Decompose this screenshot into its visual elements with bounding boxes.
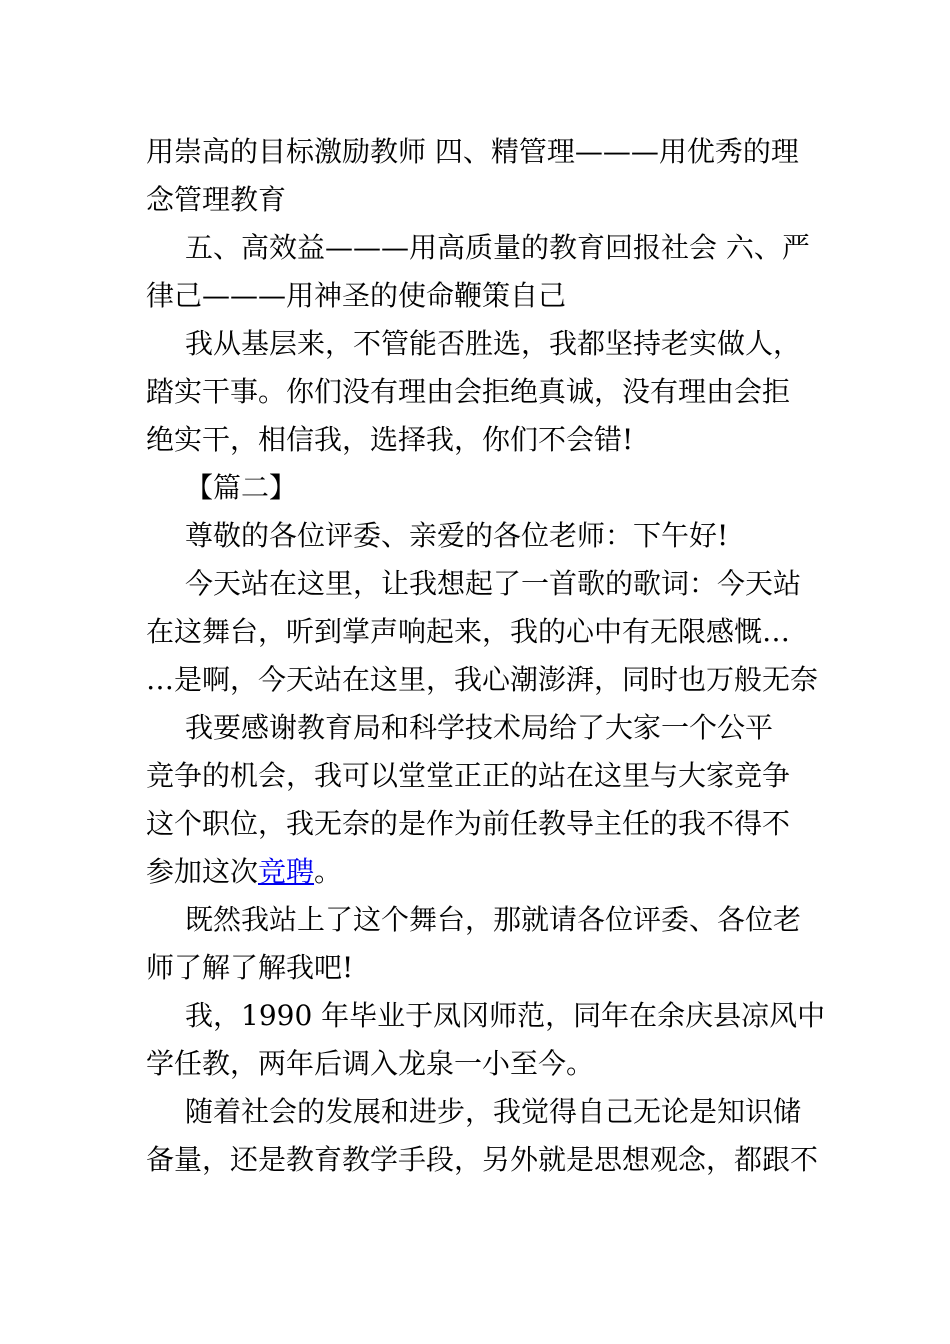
text-line: 师了解了解我吧! [146, 951, 354, 984]
text-line: 我从基层来，不管能否胜选，我都坚持老实做人， [185, 327, 802, 360]
text-fragment: 。 [314, 855, 343, 888]
text-line: 我，1990 年毕业于凤冈师范，同年在余庆县凉风中 [185, 999, 826, 1032]
text-line: 绝实干，相信我，选择我，你们不会错! [146, 423, 634, 456]
paragraph-5 [146, 560, 819, 704]
text-line: 既然我站上了这个舞台，那就请各位评委、各位老 [185, 903, 802, 936]
section-title: 【篇二】 [185, 471, 298, 504]
paragraph-3 [146, 320, 808, 464]
text-line: 今天站在这里，让我想起了一首歌的歌词：今天站 [185, 567, 802, 600]
paragraph-1 [146, 128, 808, 224]
jingpin-link[interactable]: 竞聘 [258, 855, 315, 888]
document-body [146, 128, 826, 1184]
text-line: 念管理教育 [146, 183, 287, 216]
paragraph-9 [146, 1088, 819, 1184]
paragraph-2 [146, 224, 808, 320]
text-line: 在这舞台，听到掌声响起来，我的心中有无限感慨… [146, 615, 791, 648]
text-line: 律己———用神圣的使命鞭策自己 [146, 279, 567, 312]
text-line: 踏实干事。你们没有理由会拒绝真诚，没有理由会拒 [146, 375, 791, 408]
paragraph-greeting [146, 512, 808, 560]
text-line: 五、高效益———用高质量的教育回报社会 六、严 [185, 231, 810, 264]
section-heading [146, 464, 808, 512]
text-line: 备量，还是教育教学手段，另外就是思想观念，都跟不 [146, 1143, 819, 1176]
paragraph-7 [146, 896, 808, 992]
paragraph-6 [146, 704, 808, 896]
text-line: 我要感谢教育局和科学技术局给了大家一个公平 [185, 711, 774, 744]
text-line: …是啊，今天站在这里，我心潮澎湃，同时也万般无奈 [146, 663, 819, 696]
text-line [146, 848, 808, 896]
text-line: 用崇高的目标激励教师 四、精管理———用优秀的理 [146, 135, 799, 168]
text-line: 尊敬的各位评委、亲爱的各位老师：下午好! [185, 519, 729, 552]
text-fragment: 参加这次 [146, 855, 259, 888]
text-line: 这个职位，我无奈的是作为前任教导主任的我不得不 [146, 807, 791, 840]
text-line: 学任教，两年后调入龙泉一小至今。 [146, 1047, 595, 1080]
text-line: 竞争的机会，我可以堂堂正正的站在这里与大家竞争 [146, 759, 791, 792]
text-line: 随着社会的发展和进步，我觉得自己无论是知识储 [185, 1095, 802, 1128]
paragraph-8 [146, 992, 826, 1088]
